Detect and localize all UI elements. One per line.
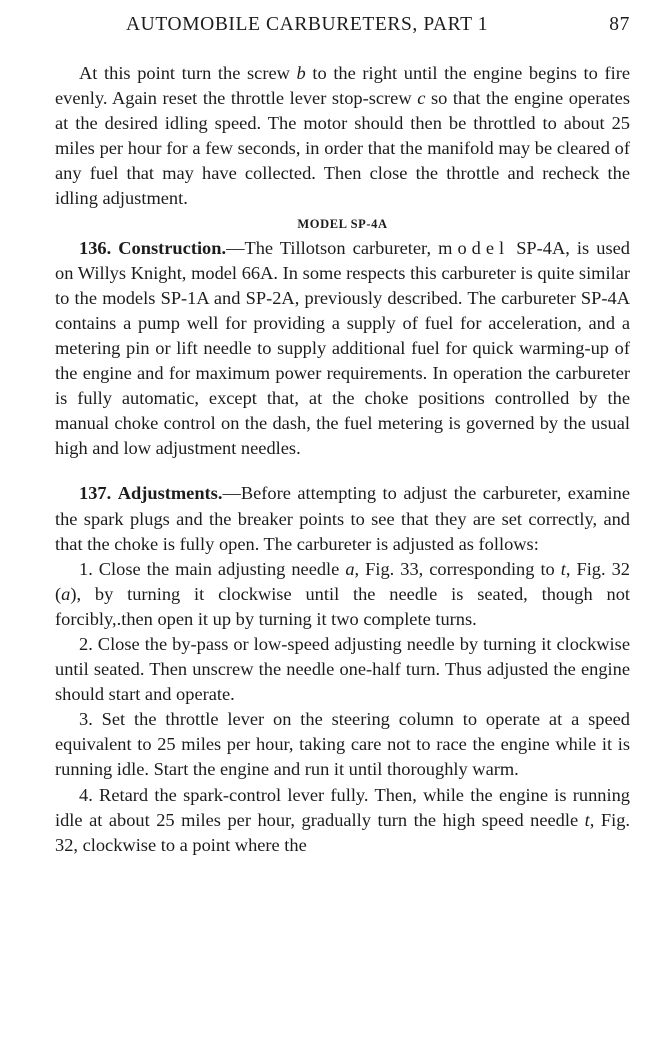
paragraph-137: 137. Adjustments.—Before attempting to adjust the carbureter, examine the spark plugs and the breaker points to see that they are set correctly, and that the choke is fully open. The carbureter is adjusted as follows: [55, 483, 630, 554]
paragraph-gap [55, 461, 630, 481]
paragraph-number: 136. [79, 237, 112, 258]
paragraph-136: 136. Construction.—The Tillotson carbureter, model SP-4A, is used on Willys Knight, model 66A. In some respects this carbureter is quite similar to the models SP-1A and SP-2A, previously described. The carbureter SP-4A contains a pump well for providing a supply of fuel for acceleration, and a metering pin or lift needle to supply additional fuel for quick warming-up of the engine and for maximum power requirements. In operation the carbureter is fully automatic, except that, at the choke positions controlled by the manual choke control on the dash, the fuel metering is governed by the usual high and low adjustment needles. [55, 237, 630, 459]
section-heading: MODEL SP-4A [297, 216, 388, 231]
intro-paragraph: At this point turn the screw b to the right until the engine begins to fire evenly. Again reset the throttle lever stop-screw c so that the engine operates at the desired idling speed. The motor should then be throttled to about 25 miles per hour for a few seconds, in order that the manifold may be cleared of any fuel that may have collected. Then close the throttle and recheck the idling adjustment. [55, 63, 630, 209]
paragraph-title: Adjustments. [117, 483, 223, 504]
step-1: 1. Close the main adjusting needle a, Fig. 33, corresponding to t, Fig. 32 (a), by turning it clockwise until the needle is seated, though not forcibly,.then open it up by turning it two complete turns. [55, 558, 630, 629]
page-number: 87 [609, 14, 630, 35]
running-title: AUTOMOBILE CARBURETERS, PART 1 [126, 14, 489, 35]
paragraph-number: 137. [79, 483, 112, 504]
paragraph-title: Construction. [118, 237, 227, 258]
body-text [55, 61, 630, 858]
step-4: 4. Retard the spark-control lever fully. Then, while the engine is running idle at about 25 miles per hour, gradually turn the high speed needle t, Fig. 32, clockwise to a point where the [55, 784, 630, 855]
step-3: 3. Set the throttle lever on the steering column to operate at a speed equivalent to 25 miles per hour, taking care not to race the engine while it is running idle. Start the engine and run it until thoroughly warm. [55, 709, 630, 780]
running-header [126, 14, 630, 42]
step-2: 2. Close the by-pass or low-speed adjusting needle by turning it clockwise until seated. Then unscrew the needle one-half turn. Thus adjusted the engine should start and operate. [55, 633, 630, 705]
